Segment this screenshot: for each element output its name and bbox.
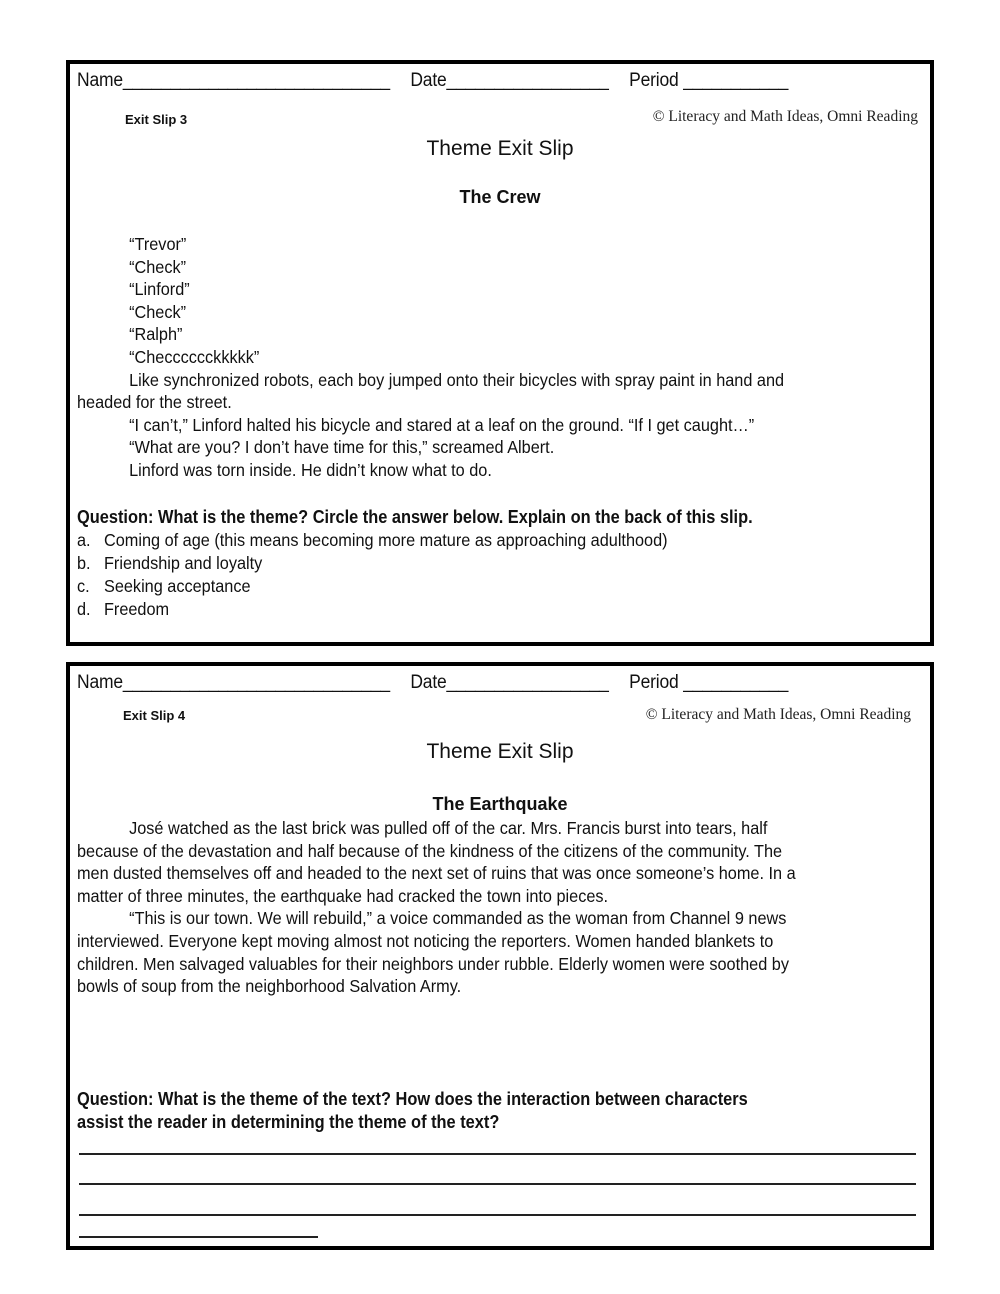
question: Question: What is the theme? Circle the answer below. Explain on the back of this slip.	[77, 507, 753, 527]
story-line: because of the devastation and half because of the kindness of the citizens of the community. The	[77, 840, 783, 861]
option-text: Seeking acceptance	[103, 576, 251, 596]
copyright: © Literacy and Math Ideas, Omni Reading	[645, 706, 911, 723]
story-title: The Crew	[459, 187, 541, 207]
slip-number: Exit Slip 3	[125, 112, 188, 127]
dialogue-line: “Trevor”	[129, 234, 187, 254]
dialogue-line: “Check”	[129, 301, 187, 322]
exit-slip-3	[66, 60, 934, 646]
story-line: interviewed. Everyone kept moving almost not noticing the reporters. Women handed blankets to	[77, 930, 774, 951]
answer-line-3[interactable]	[79, 1214, 916, 1216]
option-letter: d.	[77, 599, 91, 619]
story-line: men dusted themselves off and headed to the next set of ruins that was once someone’s home. In a	[77, 863, 796, 884]
question-line-1: Question: What is the theme of the text? How does the interaction between characters	[77, 1089, 748, 1109]
story-text	[77, 817, 796, 998]
option-text: Freedom	[103, 599, 170, 619]
story-line: José watched as the last brick was pulled off of the car. Mrs. Francis burst into tears, half	[129, 818, 768, 838]
story-paragraph: “I can’t,” Linford halted his bicycle and stared at a leaf on the ground. “If I get caught…”	[129, 414, 755, 435]
option-letter: a.	[77, 530, 91, 550]
answer-line-4[interactable]	[79, 1236, 318, 1238]
answer-line-2[interactable]	[79, 1183, 916, 1185]
answer-option-a[interactable]	[77, 530, 668, 551]
story-line: children. Men salvaged valuables for their neighbors under rubble. Elderly women were soothed by	[77, 953, 789, 974]
date-field[interactable]: Date_________________	[410, 70, 609, 91]
copyright: © Literacy and Math Ideas, Omni Reading	[652, 108, 918, 125]
story-line: “This is our town. We will rebuild,” a voice commanded as the woman from Channel 9 news	[129, 908, 787, 929]
header-fields	[77, 70, 788, 92]
name-field[interactable]: Name____________________________	[77, 672, 390, 693]
option-letter: c.	[77, 576, 90, 596]
dialogue-line: “Check”	[129, 256, 187, 277]
story-paragraph: “What are you? I don’t have time for this,” screamed Albert.	[129, 437, 555, 458]
story-line: matter of three minutes, the earthquake had cracked the town into pieces.	[77, 885, 609, 906]
story-paragraph: Like synchronized robots, each boy jumped onto their bicycles with spray paint in hand and	[129, 369, 785, 390]
dialogue-line: “Ralph”	[129, 324, 183, 345]
exit-slip-4	[66, 662, 934, 1250]
period-field[interactable]: Period ___________	[629, 70, 789, 91]
date-field[interactable]: Date_________________	[410, 672, 609, 693]
option-text: Coming of age (this means becoming more mature as approaching adulthood)	[103, 530, 668, 550]
name-field[interactable]: Name____________________________	[77, 70, 390, 91]
story-title: The Earthquake	[432, 794, 568, 814]
answer-line-1[interactable]	[79, 1153, 916, 1155]
story-line: bowls of soup from the neighborhood Salvation Army.	[77, 976, 462, 997]
dialogue-line: “Checccccckkkkk”	[129, 346, 260, 367]
slip-title: Theme Exit Slip	[426, 137, 574, 160]
slip-title: Theme Exit Slip	[426, 740, 574, 763]
period-field[interactable]: Period ___________	[629, 672, 789, 693]
story-paragraph: Linford was torn inside. He didn’t know what to do.	[129, 459, 492, 480]
slip-number: Exit Slip 4	[123, 708, 186, 723]
answer-option-d[interactable]	[77, 599, 169, 620]
answer-option-b[interactable]	[77, 553, 262, 574]
answer-option-c[interactable]	[77, 576, 251, 597]
option-letter: b.	[77, 553, 91, 573]
header-fields	[77, 672, 788, 694]
story-paragraph-cont: headed for the street.	[77, 392, 232, 413]
story-text	[77, 233, 784, 482]
question-line-2: assist the reader in determining the theme of the text?	[77, 1112, 500, 1132]
dialogue-line: “Linford”	[129, 279, 190, 300]
option-text: Friendship and loyalty	[103, 553, 263, 573]
